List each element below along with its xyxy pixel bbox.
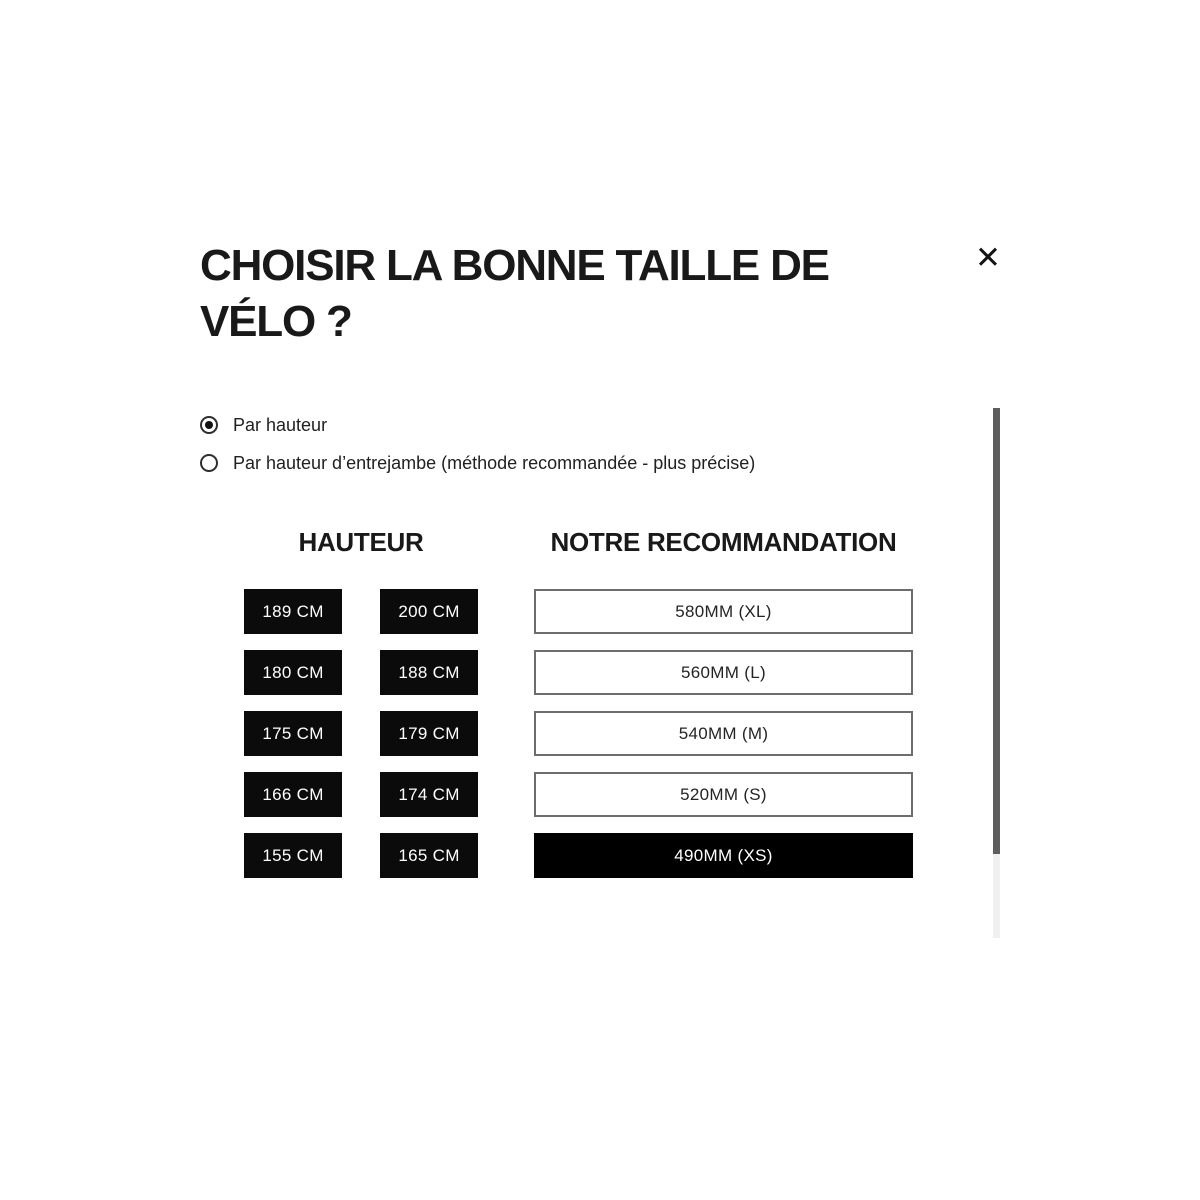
size-table bbox=[244, 589, 913, 894]
modal-title: CHOISIR LA BONNE TAILLE DE VÉLO ? bbox=[200, 241, 829, 346]
height-min-pill: 155 CM bbox=[244, 833, 342, 878]
table-row bbox=[244, 650, 913, 695]
table-row bbox=[244, 833, 913, 878]
recommendation-box[interactable]: 490MM (XS) bbox=[534, 833, 913, 878]
recommendation-box[interactable]: 560MM (L) bbox=[534, 650, 913, 695]
column-header-recommendation: NOTRE RECOMMANDATION bbox=[550, 527, 897, 557]
close-icon: ✕ bbox=[975, 239, 1001, 276]
height-max-pill: 165 CM bbox=[380, 833, 478, 878]
height-min-pill: 166 CM bbox=[244, 772, 342, 817]
height-min-pill: 189 CM bbox=[244, 589, 342, 634]
radio-option-by-height[interactable] bbox=[200, 406, 755, 444]
height-max-pill: 188 CM bbox=[380, 650, 478, 695]
radio-option-label: Par hauteur d’entrejambe (méthode recommandée - plus précise) bbox=[233, 452, 756, 473]
recommendation-box[interactable]: 540MM (M) bbox=[534, 711, 913, 756]
radio-option-by-inseam[interactable] bbox=[200, 444, 755, 482]
height-min-pill: 175 CM bbox=[244, 711, 342, 756]
scrollbar-thumb[interactable] bbox=[993, 408, 1000, 854]
size-method-options bbox=[200, 406, 755, 482]
radio-icon bbox=[200, 454, 218, 472]
table-row bbox=[244, 589, 913, 634]
height-min-pill: 180 CM bbox=[244, 650, 342, 695]
height-max-pill: 179 CM bbox=[380, 711, 478, 756]
table-row bbox=[244, 711, 913, 756]
close-button[interactable] bbox=[966, 236, 1010, 280]
table-row bbox=[244, 772, 913, 817]
recommendation-box[interactable]: 520MM (S) bbox=[534, 772, 913, 817]
recommendation-box[interactable]: 580MM (XL) bbox=[534, 589, 913, 634]
scrollbar-track[interactable] bbox=[993, 854, 1000, 938]
radio-icon bbox=[200, 416, 218, 434]
column-header-height: HAUTEUR bbox=[298, 527, 424, 557]
radio-option-label: Par hauteur bbox=[233, 414, 328, 435]
height-max-pill: 174 CM bbox=[380, 772, 478, 817]
height-max-pill: 200 CM bbox=[380, 589, 478, 634]
